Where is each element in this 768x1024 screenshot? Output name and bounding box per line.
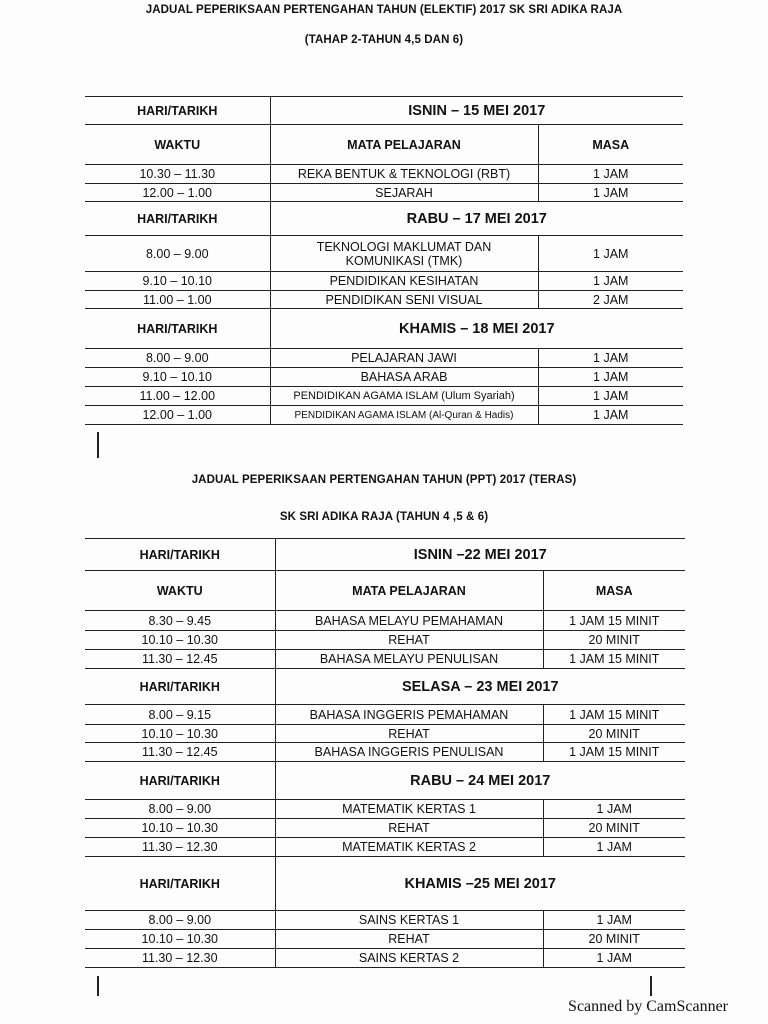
masa-cell: 1 JAM (538, 236, 683, 272)
table-row (85, 184, 683, 202)
table-row (85, 236, 683, 272)
teras-subtitle: SK SRI ADIKA RAJA (TAHUN 4 ,5 & 6) (279, 511, 489, 523)
table-row (85, 631, 685, 650)
day-date: KHAMIS – 18 MEI 2017 (270, 309, 683, 349)
masa-cell: 1 JAM 15 MINIT (543, 705, 685, 725)
mata-header: MATA PELAJARAN (270, 125, 538, 165)
day-date: KHAMIS –25 MEI 2017 (275, 857, 685, 911)
waktu-cell: 8.30 – 9.45 (85, 611, 275, 631)
waktu-cell: 9.10 – 10.10 (85, 272, 270, 291)
day-date: ISNIN – 15 MEI 2017 (270, 97, 683, 125)
waktu-cell: 8.00 – 9.15 (85, 705, 275, 725)
table-row (85, 272, 683, 291)
masa-cell: 1 JAM (538, 272, 683, 291)
day-header (85, 97, 683, 125)
day-date: RABU – 17 MEI 2017 (270, 202, 683, 236)
waktu-header: WAKTU (85, 125, 270, 165)
waktu-cell: 8.00 – 9.00 (85, 236, 270, 272)
mata-cell: REHAT (275, 631, 543, 650)
table-row (85, 819, 685, 838)
masa-cell: 1 JAM 15 MINIT (543, 611, 685, 631)
masa-cell: 20 MINIT (543, 631, 685, 650)
day-header (85, 309, 683, 349)
mata-cell: SEJARAH (270, 184, 538, 202)
masa-header: MASA (543, 571, 685, 611)
masa-cell: 1 JAM (538, 184, 683, 202)
masa-cell: 1 JAM (543, 800, 685, 819)
waktu-cell: 12.00 – 1.00 (85, 184, 270, 202)
mata-cell (270, 236, 538, 272)
waktu-cell: 9.10 – 10.10 (85, 368, 270, 387)
waktu-cell: 12.00 – 1.00 (85, 406, 270, 425)
hari-label: HARI/TARIKH (85, 539, 275, 571)
hari-label: HARI/TARIKH (85, 762, 275, 800)
masa-cell: 1 JAM 15 MINIT (543, 743, 685, 762)
mata-cell: PENDIDIKAN SENI VISUAL (270, 291, 538, 309)
waktu-cell: 11.00 – 12.00 (85, 387, 270, 406)
table-row (85, 838, 685, 857)
waktu-cell: 11.30 – 12.30 (85, 838, 275, 857)
mata-cell: BAHASA MELAYU PEMAHAMAN (275, 611, 543, 631)
mata-cell: BAHASA MELAYU PENULISAN (275, 650, 543, 669)
mata-cell: REHAT (275, 725, 543, 743)
masa-cell: 1 JAM (543, 838, 685, 857)
masa-cell: 1 JAM (538, 387, 683, 406)
hari-label: HARI/TARIKH (85, 97, 270, 125)
mata-line-2: KOMUNIKASI (TMK) (345, 253, 463, 268)
day-date: ISNIN –22 MEI 2017 (275, 539, 685, 571)
hari-label: HARI/TARIKH (85, 309, 270, 349)
mata-cell: REKA BENTUK & TEKNOLOGI (RBT) (270, 165, 538, 184)
masa-cell: 1 JAM (538, 368, 683, 387)
teras-title: JADUAL PEPERIKSAAN PERTENGAHAN TAHUN (PPT) 2017 (TERAS) (191, 474, 577, 486)
waktu-cell: 8.00 – 9.00 (85, 911, 275, 930)
day-header (85, 669, 685, 705)
table-row (85, 705, 685, 725)
elektif-table (85, 96, 683, 425)
mata-cell: SAINS KERTAS 1 (275, 911, 543, 930)
day-header (85, 202, 683, 236)
masa-cell: 2 JAM (538, 291, 683, 309)
mata-header: MATA PELAJARAN (275, 571, 543, 611)
mata-cell: MATEMATIK KERTAS 2 (275, 838, 543, 857)
hari-label: HARI/TARIKH (85, 669, 275, 705)
camscanner-watermark: Scanned by CamScanner (568, 998, 728, 1015)
waktu-cell: 11.30 – 12.45 (85, 650, 275, 669)
waktu-cell: 10.10 – 10.30 (85, 930, 275, 949)
masa-cell: 1 JAM 15 MINIT (543, 650, 685, 669)
table-row (85, 650, 685, 669)
day-header (85, 857, 685, 911)
waktu-cell: 11.30 – 12.45 (85, 743, 275, 762)
teras-table (85, 538, 685, 968)
column-header-row (85, 571, 685, 611)
waktu-cell: 10.10 – 10.30 (85, 631, 275, 650)
mata-cell: REHAT (275, 930, 543, 949)
hari-label: HARI/TARIKH (85, 857, 275, 911)
masa-cell: 1 JAM (543, 949, 685, 968)
mata-line-1: TEKNOLOGI MAKLUMAT DAN (316, 239, 492, 254)
table-row (85, 611, 685, 631)
mata-cell: PENDIDIKAN AGAMA ISLAM (Ulum Syariah) (270, 387, 538, 406)
table-row (85, 949, 685, 968)
masa-cell: 1 JAM (538, 165, 683, 184)
day-header (85, 539, 685, 571)
table-row (85, 911, 685, 930)
waktu-cell: 8.00 – 9.00 (85, 349, 270, 368)
mata-cell: MATEMATIK KERTAS 1 (275, 800, 543, 819)
day-header (85, 762, 685, 800)
masa-cell: 20 MINIT (543, 725, 685, 743)
mata-cell: BAHASA INGGERIS PEMAHAMAN (275, 705, 543, 725)
column-header-row (85, 125, 683, 165)
waktu-cell: 10.10 – 10.30 (85, 725, 275, 743)
masa-cell: 1 JAM (538, 349, 683, 368)
waktu-cell: 11.30 – 12.30 (85, 949, 275, 968)
table-tick-mark (97, 976, 99, 996)
masa-cell: 20 MINIT (543, 930, 685, 949)
masa-cell: 1 JAM (538, 406, 683, 425)
table-row (85, 291, 683, 309)
table-row (85, 349, 683, 368)
masa-cell: 1 JAM (543, 911, 685, 930)
mata-cell: BAHASA INGGERIS PENULISAN (275, 743, 543, 762)
mata-cell: BAHASA ARAB (270, 368, 538, 387)
table-row (85, 406, 683, 425)
day-date: SELASA – 23 MEI 2017 (275, 669, 685, 705)
day-date: RABU – 24 MEI 2017 (275, 762, 685, 800)
table-row (85, 368, 683, 387)
waktu-cell: 10.10 – 10.30 (85, 819, 275, 838)
masa-header: MASA (538, 125, 683, 165)
table-row (85, 800, 685, 819)
elektif-subtitle: (TAHAP 2-TAHUN 4,5 DAN 6) (304, 34, 464, 46)
waktu-cell: 8.00 – 9.00 (85, 800, 275, 819)
table-row (85, 725, 685, 743)
waktu-cell: 10.30 – 11.30 (85, 165, 270, 184)
mata-cell: PENDIDIKAN AGAMA ISLAM (Al-Quran & Hadis) (270, 406, 538, 425)
mata-cell: PENDIDIKAN KESIHATAN (270, 272, 538, 291)
mata-cell: REHAT (275, 819, 543, 838)
masa-cell: 20 MINIT (543, 819, 685, 838)
table-row (85, 165, 683, 184)
table-tick-mark (97, 432, 99, 458)
elektif-title: JADUAL PEPERIKSAAN PERTENGAHAN TAHUN (ELEKTIF) 2017 SK SRI ADIKA RAJA (145, 4, 623, 16)
mata-cell: PELAJARAN JAWI (270, 349, 538, 368)
table-tick-mark (650, 976, 652, 996)
waktu-cell: 11.00 – 1.00 (85, 291, 270, 309)
table-row (85, 930, 685, 949)
hari-label: HARI/TARIKH (85, 202, 270, 236)
table-row (85, 743, 685, 762)
waktu-header: WAKTU (85, 571, 275, 611)
mata-cell: SAINS KERTAS 2 (275, 949, 543, 968)
table-row (85, 387, 683, 406)
